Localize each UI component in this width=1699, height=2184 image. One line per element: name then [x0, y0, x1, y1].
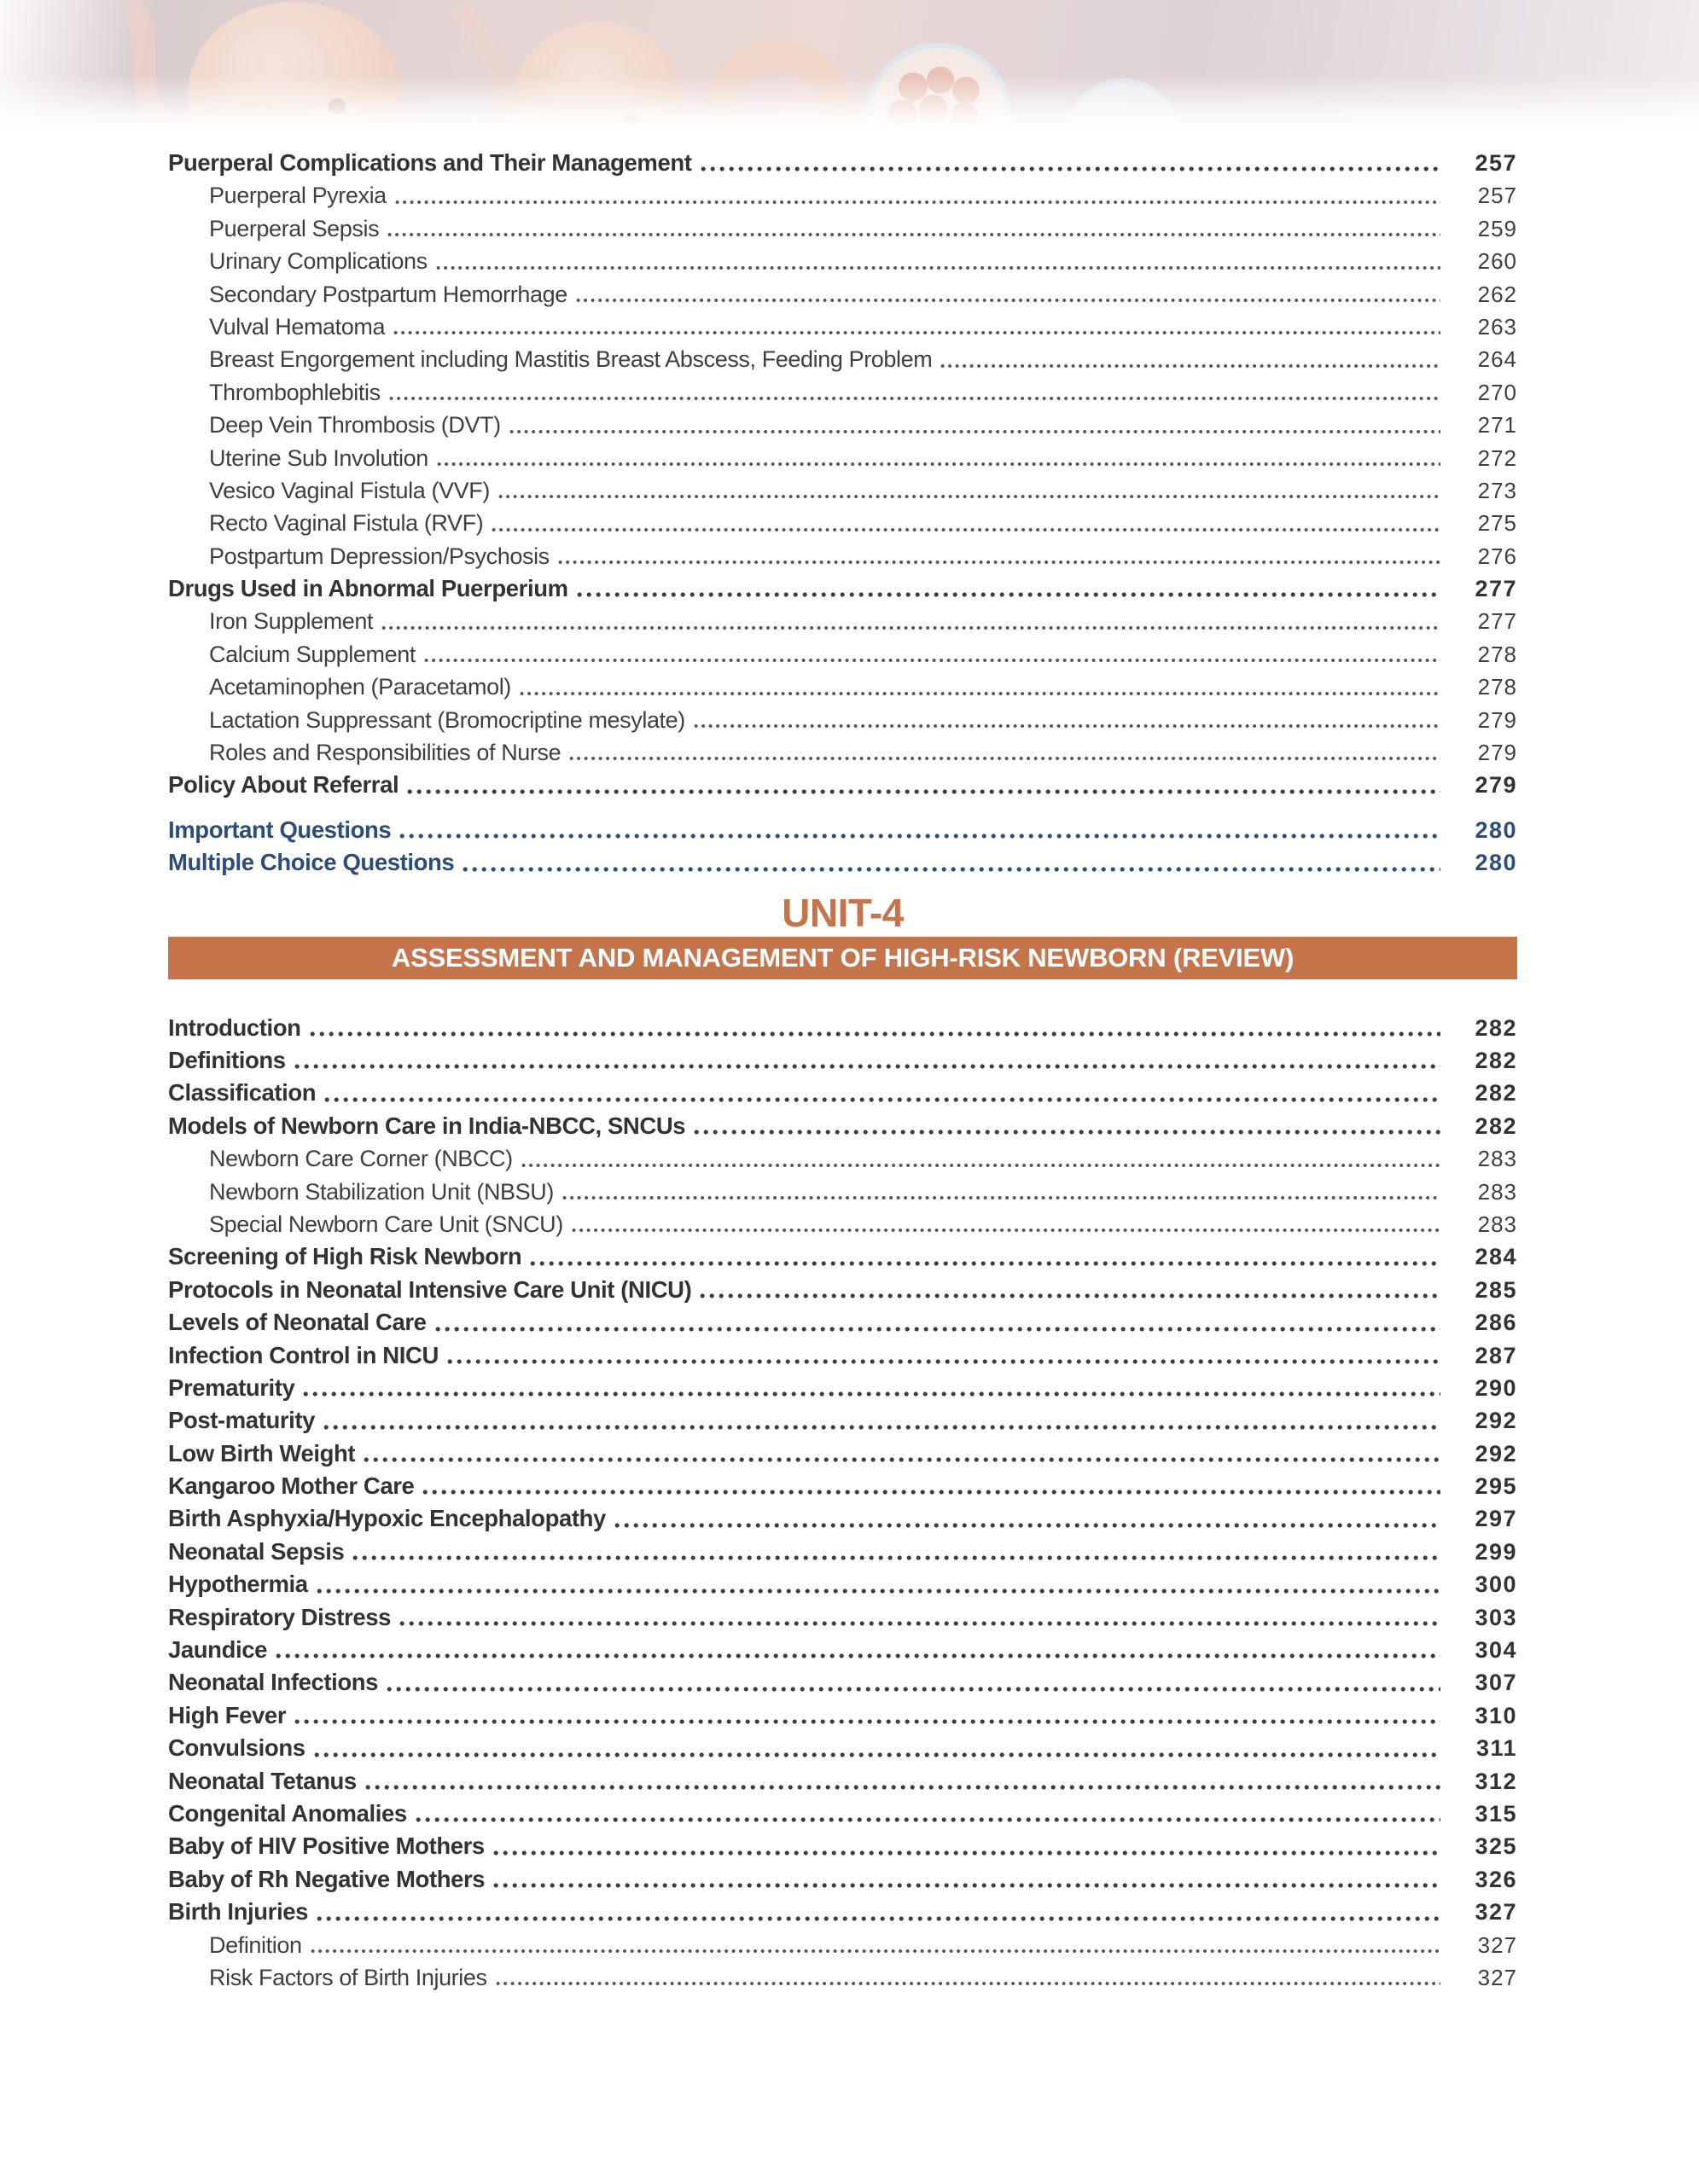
- toc-entry-page: 282: [1475, 1080, 1517, 1107]
- toc-entry-page: 279: [1477, 740, 1517, 766]
- toc-entry-label: Classification: [168, 1079, 317, 1107]
- fetus-eye: [329, 98, 346, 115]
- toc-row: [168, 1208, 1517, 1240]
- toc-entry-page: 257: [1475, 150, 1517, 176]
- toc-entry-page: 263: [1477, 313, 1517, 340]
- toc-entry-label: Acetaminophen (Paracetamol): [209, 674, 511, 700]
- dot-leader: [314, 1752, 1440, 1757]
- toc-entry-page: 286: [1475, 1310, 1517, 1336]
- toc-entry-page: 299: [1475, 1538, 1517, 1565]
- toc-section-high-risk-newborn: [168, 1012, 1517, 1995]
- dot-leader: [311, 1949, 1440, 1954]
- toc-entry-page: 276: [1477, 543, 1517, 569]
- dot-leader: [407, 789, 1440, 794]
- fetus-medium-body: [486, 119, 649, 130]
- toc-row: [168, 1929, 1517, 1961]
- toc-row: [168, 1666, 1517, 1699]
- toc-row: [168, 1110, 1517, 1142]
- toc-row: [168, 1012, 1517, 1044]
- umbilical-cord-shape: [128, 0, 166, 130]
- toc-entry-page: 282: [1475, 1014, 1517, 1041]
- umbilical-cord-shape-2: [461, 9, 503, 130]
- toc-entry-label: Multiple Choice Questions: [168, 849, 455, 876]
- toc-entry-label: Special Newborn Care Unit (SNCU): [209, 1211, 563, 1237]
- toc-entry-page: 277: [1477, 608, 1517, 635]
- toc-row: [168, 1568, 1517, 1600]
- dot-leader: [562, 1195, 1440, 1200]
- toc-entry-label: Infection Control in NICU: [168, 1341, 439, 1368]
- dot-leader: [424, 658, 1440, 663]
- toc-row: [168, 1830, 1517, 1862]
- dot-leader: [576, 298, 1440, 303]
- dot-leader: [393, 330, 1440, 335]
- toc-row: [168, 1634, 1517, 1666]
- fetus-large-body: [154, 102, 358, 130]
- toc-row: [168, 343, 1517, 375]
- dot-leader: [395, 200, 1440, 205]
- toc-entry-page: 283: [1477, 1178, 1517, 1205]
- toc-row: [168, 1470, 1517, 1502]
- dot-leader: [381, 625, 1440, 630]
- dot-leader: [323, 1425, 1440, 1430]
- toc-row: [168, 1306, 1517, 1339]
- toc-entry-label: Definitions: [168, 1046, 286, 1073]
- toc-entry-label: Vesico Vaginal Fistula (VVF): [209, 477, 490, 503]
- toc-entry-page: 272: [1477, 444, 1517, 471]
- toc-entry-page: 325: [1475, 1833, 1517, 1860]
- toc-entry-page: 292: [1475, 1440, 1517, 1467]
- toc-row: [168, 1601, 1517, 1634]
- dot-leader: [530, 1261, 1440, 1266]
- toc-entry-label: Baby of HIV Positive Mothers: [168, 1833, 485, 1860]
- toc-row: [168, 1404, 1517, 1437]
- toc-row: [168, 147, 1517, 179]
- toc-entry-page: 282: [1475, 1047, 1517, 1073]
- dot-leader: [521, 1163, 1440, 1168]
- toc-entry-label: Convulsions: [168, 1734, 305, 1762]
- unit-title: UNIT-4: [782, 890, 904, 935]
- dot-leader: [294, 1719, 1440, 1724]
- dot-leader: [498, 494, 1440, 499]
- toc-row: [168, 1863, 1517, 1896]
- toc-entry-page: 270: [1477, 379, 1517, 405]
- toc-entry-label: Recto Vaginal Fistula (RVF): [209, 510, 484, 537]
- dot-leader: [572, 1228, 1440, 1233]
- toc-entry-label: Puerperal Sepsis: [209, 215, 380, 241]
- toc-entry-page: 327: [1477, 1964, 1517, 1990]
- dot-leader: [436, 265, 1440, 270]
- toc-entry-label: Uterine Sub Involution: [209, 444, 428, 471]
- toc-row: [168, 1077, 1517, 1109]
- dot-leader: [577, 592, 1440, 597]
- toc-row: [168, 846, 1517, 879]
- toc-entry-label: Thrombophlebitis: [209, 379, 381, 405]
- toc-row: [168, 1536, 1517, 1568]
- toc-entry-label: Neonatal Tetanus: [168, 1767, 357, 1794]
- toc-entry-label: Risk Factors of Birth Injuries: [209, 1964, 487, 1990]
- toc-entry-label: Iron Supplement: [209, 608, 374, 635]
- toc-entry-label: Deep Vein Thrombosis (DVT): [209, 412, 501, 439]
- toc-row: [168, 1142, 1517, 1175]
- toc-entry-label: Lactation Suppressant (Bromocriptine mesylate): [209, 706, 685, 733]
- toc-row: [168, 1961, 1517, 1994]
- toc-entry-page: 283: [1477, 1146, 1517, 1172]
- toc-entry-page: 327: [1477, 1931, 1517, 1958]
- toc-row: [168, 1732, 1517, 1764]
- toc-entry-page: 285: [1475, 1276, 1517, 1303]
- toc-entry-label: Definition: [209, 1931, 302, 1958]
- dot-leader: [435, 1327, 1440, 1332]
- toc-row: [168, 1896, 1517, 1928]
- toc-entry-label: Secondary Postpartum Hemorrhage: [209, 281, 567, 307]
- morula-outline: [869, 45, 1009, 130]
- dot-leader: [387, 232, 1440, 237]
- toc-row: [168, 1502, 1517, 1535]
- toc-entry-page: 279: [1475, 772, 1517, 799]
- toc-content: [168, 130, 1517, 1994]
- toc-entry-label: High Fever: [168, 1701, 287, 1728]
- toc-entry-label: Baby of Rh Negative Mothers: [168, 1865, 486, 1892]
- toc-entry-page: 262: [1477, 281, 1517, 307]
- toc-entry-label: Neonatal Infections: [168, 1669, 379, 1696]
- toc-entry-page: 280: [1475, 850, 1517, 876]
- toc-entry-label: Congenital Anomalies: [168, 1799, 407, 1827]
- dot-leader: [493, 1850, 1440, 1856]
- toc-entry-label: Roles and Responsibilities of Nurse: [209, 740, 561, 766]
- fetus-large-head: [188, 2, 401, 130]
- toc-row: [168, 409, 1517, 441]
- toc-entry-label: Urinary Complications: [209, 248, 428, 275]
- morula-cells: [888, 67, 983, 130]
- dot-leader: [294, 1064, 1440, 1069]
- toc-row: [168, 278, 1517, 311]
- toc-entry-label: Kangaroo Mother Care: [168, 1472, 415, 1500]
- fetus-medium-head: [512, 22, 683, 130]
- toc-row: [168, 1240, 1517, 1273]
- toc-entry-page: 295: [1475, 1473, 1517, 1500]
- toc-entry-page: 326: [1475, 1866, 1517, 1892]
- embryo-curled: [720, 55, 836, 130]
- toc-row: [168, 442, 1517, 474]
- toc-entry-label: Drugs Used in Abnormal Puerperium: [168, 575, 568, 602]
- toc-entry-page: 278: [1477, 674, 1517, 700]
- toc-entry-page: 282: [1475, 1112, 1517, 1139]
- toc-row: [168, 1372, 1517, 1404]
- toc-entry-label: Screening of High Risk Newborn: [168, 1243, 522, 1270]
- toc-row: [168, 704, 1517, 736]
- toc-entry-page: 310: [1475, 1702, 1517, 1728]
- unit-banner-text: ASSESSMENT AND MANAGEMENT OF HIGH-RISK NEWBORN (REVIEW): [391, 942, 1295, 973]
- toc-row: [168, 1798, 1517, 1830]
- fetus-eye-2: [625, 114, 638, 128]
- toc-entry-label: Newborn Stabilization Unit (NBSU): [209, 1178, 554, 1205]
- dot-leader: [493, 1883, 1440, 1888]
- toc-entry-page: 303: [1475, 1604, 1517, 1630]
- toc-entry-page: 307: [1475, 1670, 1517, 1696]
- toc-row: [168, 1438, 1517, 1470]
- toc-row: [168, 540, 1517, 572]
- toc-entry-label: Low Birth Weight: [168, 1439, 356, 1467]
- toc-entry-page: 273: [1477, 477, 1517, 503]
- toc-entry-page: 315: [1475, 1800, 1517, 1827]
- header-decoration: [0, 0, 1699, 130]
- toc-row: [168, 638, 1517, 671]
- dot-leader: [940, 363, 1440, 369]
- toc-entry-label: Postpartum Depression/Psychosis: [209, 543, 550, 569]
- toc-entry-page: 277: [1475, 576, 1517, 602]
- toc-entry-label: Puerperal Pyrexia: [209, 183, 387, 209]
- toc-entry-page: 260: [1477, 248, 1517, 275]
- dot-leader: [492, 527, 1440, 532]
- toc-entry-page: 327: [1475, 1899, 1517, 1926]
- toc-row: [168, 311, 1517, 343]
- dot-leader: [387, 1687, 1440, 1692]
- toc-entry-page: 257: [1477, 183, 1517, 209]
- toc-row: [168, 671, 1517, 703]
- toc-entry-label: Introduction: [168, 1014, 301, 1041]
- dot-leader: [310, 1031, 1440, 1037]
- dot-leader: [365, 1785, 1440, 1790]
- toc-row: [168, 376, 1517, 409]
- toc-entry-label: Levels of Neonatal Care: [168, 1309, 427, 1336]
- toc-entry-label: Models of Newborn Care in India-NBCC, SNCUs: [168, 1112, 686, 1139]
- dot-leader: [694, 1130, 1440, 1135]
- dot-leader: [276, 1653, 1440, 1658]
- dot-leader: [352, 1555, 1440, 1560]
- toc-entry-label: Vulval Hematoma: [209, 313, 386, 340]
- toc-row: [168, 605, 1517, 637]
- toc-entry-page: 284: [1475, 1244, 1517, 1270]
- toc-row: [168, 212, 1517, 245]
- dot-leader: [399, 834, 1440, 839]
- dot-leader: [558, 560, 1440, 565]
- dot-leader: [303, 1391, 1440, 1397]
- toc-entry-label: Birth Injuries: [168, 1898, 309, 1926]
- toc-row: [168, 1765, 1517, 1798]
- toc-entry-label: Newborn Care Corner (NBCC): [209, 1146, 513, 1172]
- toc-entry-page: 292: [1475, 1408, 1517, 1434]
- toc-entry-page: 297: [1475, 1506, 1517, 1532]
- dot-leader: [614, 1523, 1440, 1528]
- toc-entry-page: 300: [1475, 1571, 1517, 1598]
- toc-row: [168, 736, 1517, 769]
- dot-leader: [509, 429, 1440, 434]
- toc-row: [168, 1274, 1517, 1306]
- unit-banner: [168, 937, 1517, 979]
- dot-leader: [569, 756, 1440, 761]
- toc-entry-label: Neonatal Sepsis: [168, 1537, 345, 1565]
- toc-row: [168, 245, 1517, 277]
- toc-entry-page: 287: [1475, 1342, 1517, 1368]
- blastocyst-outline: [1066, 80, 1178, 130]
- toc-entry-page: 280: [1475, 816, 1517, 843]
- toc-entry-page: 311: [1475, 1735, 1517, 1762]
- toc-row: [168, 814, 1517, 846]
- toc-entry-label: Puerperal Complications and Their Management: [168, 149, 692, 176]
- toc-row: [168, 507, 1517, 539]
- dot-leader: [520, 691, 1440, 696]
- toc-entry-label: Post-maturity: [168, 1407, 316, 1434]
- dot-leader: [364, 1457, 1440, 1462]
- toc-entry-label: Hypothermia: [168, 1571, 308, 1598]
- toc-entry-label: Prematurity: [168, 1374, 295, 1401]
- toc-entry-page: 279: [1477, 706, 1517, 733]
- toc-row: [168, 1699, 1517, 1732]
- toc-entry-label: Important Questions: [168, 816, 392, 843]
- toc-entry-label: Birth Asphyxia/Hypoxic Encephalopathy: [168, 1505, 606, 1532]
- toc-entry-page: 271: [1477, 412, 1517, 439]
- toc-row: [168, 474, 1517, 507]
- toc-entry-label: Calcium Supplement: [209, 641, 416, 667]
- dot-leader: [701, 166, 1440, 171]
- dot-leader: [324, 1097, 1440, 1102]
- dot-leader: [437, 462, 1440, 467]
- toc-entry-page: 290: [1475, 1374, 1517, 1401]
- toc-row: [168, 1339, 1517, 1372]
- toc-row: [168, 1044, 1517, 1077]
- toc-entry-label: Policy About Referral: [168, 771, 399, 799]
- toc-entry-page: 283: [1477, 1211, 1517, 1237]
- dot-leader: [694, 723, 1440, 729]
- toc-entry-page: 264: [1477, 346, 1517, 373]
- dot-leader: [317, 1916, 1440, 1921]
- toc-entry-page: 278: [1477, 641, 1517, 667]
- toc-row: [168, 179, 1517, 212]
- toc-section-puerperium: [168, 147, 1517, 880]
- toc-entry-label: Jaundice: [168, 1636, 268, 1664]
- toc-row: [168, 1176, 1517, 1208]
- toc-entry-page: 304: [1475, 1637, 1517, 1664]
- dot-leader: [416, 1817, 1440, 1822]
- dot-leader: [463, 867, 1440, 872]
- toc-entry-label: Breast Engorgement including Mastitis Breast Abscess, Feeding Problem: [209, 346, 933, 373]
- toc-entry-label: Protocols in Neonatal Intensive Care Unit (NICU): [168, 1275, 692, 1303]
- dot-leader: [317, 1589, 1440, 1594]
- dot-leader: [422, 1490, 1440, 1495]
- toc-entry-page: 312: [1475, 1768, 1517, 1794]
- toc-entry-label: Respiratory Distress: [168, 1603, 392, 1630]
- toc-row: [168, 769, 1517, 801]
- dot-leader: [399, 1621, 1440, 1626]
- dot-leader: [700, 1293, 1440, 1298]
- dot-leader: [496, 1981, 1440, 1986]
- dot-leader: [447, 1359, 1440, 1364]
- dot-leader: [389, 396, 1440, 401]
- toc-entry-page: 275: [1477, 510, 1517, 537]
- toc-entry-page: 259: [1477, 215, 1517, 241]
- toc-row: [168, 572, 1517, 605]
- fetal-stages-illustration: [0, 0, 1699, 130]
